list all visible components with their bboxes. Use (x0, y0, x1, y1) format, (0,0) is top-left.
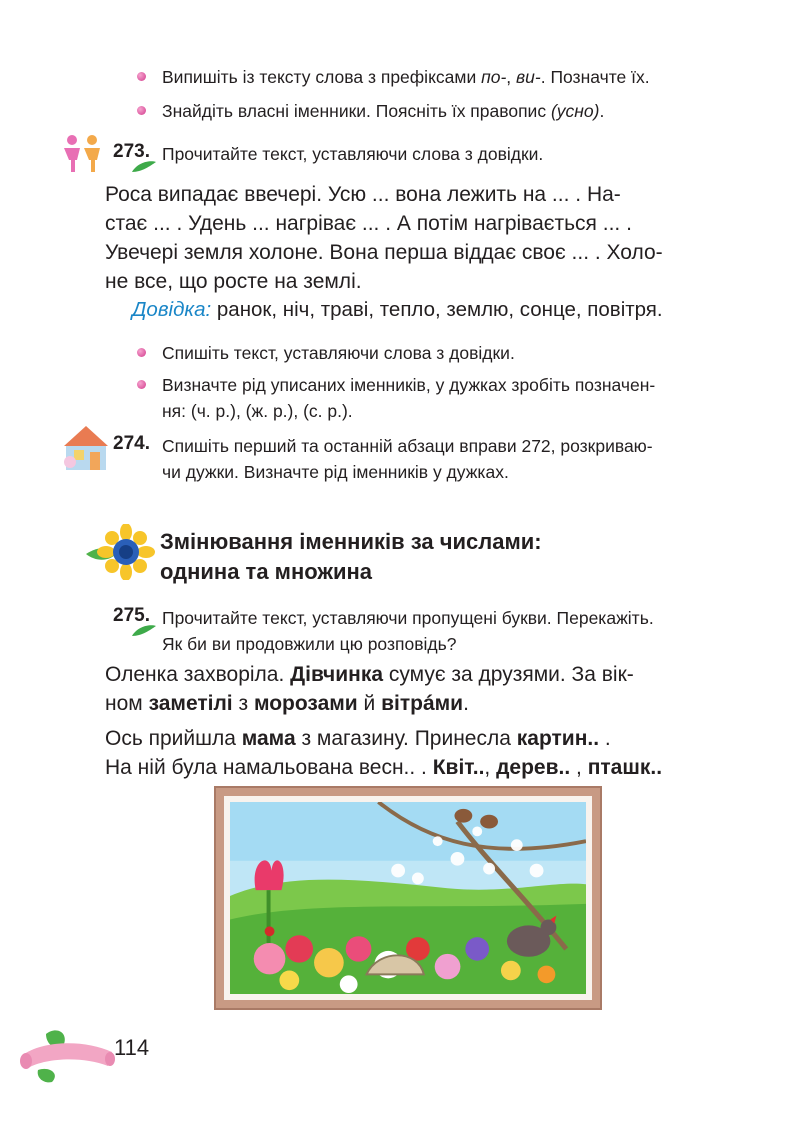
bold-word: заметілі (148, 692, 233, 715)
bullet-dot-icon (137, 72, 146, 81)
text-line: Оленка захворіла. Дівчинка сумує за друзями. За вік- (105, 663, 634, 686)
prefix-vy: ви- (516, 67, 541, 87)
leaf-icon (130, 624, 158, 638)
text-line: Роса випадає ввечері. Усю ... вона лежить на ... . На- (105, 183, 621, 206)
bullet-text: , (506, 67, 517, 87)
bullet-italic: (усно) (550, 101, 600, 121)
task-line: чи дужки. Визначте рід іменників у дужках. (162, 462, 509, 482)
pair-work-icon (58, 132, 108, 174)
bullet-text: . Позначте їх. (540, 67, 650, 87)
section-title-line: Змінювання іменників за числами: (160, 529, 542, 554)
section-title (160, 527, 542, 587)
bold-word: Дівчинка (290, 663, 384, 686)
spring-picture (224, 796, 592, 1000)
homework-house-icon (64, 422, 110, 472)
spring-picture-frame (214, 786, 602, 1010)
exercise-number-273: 273. (113, 141, 150, 162)
page-number: 114 (114, 1035, 150, 1060)
bold-word: мама (241, 727, 296, 750)
text-line: Увечері земля холоне. Вона перша віддає своє ... . Холо- (105, 241, 663, 264)
text-line: Ось прийшла мама з магазину. Принесла картин.. . (105, 727, 611, 750)
bullet-text: Спишіть текст, уставляючи слова з довідки. (162, 343, 515, 363)
bullet-dot-icon (137, 106, 146, 115)
ex273-bullet-1 (140, 340, 515, 366)
bold-word: картин.. (516, 727, 600, 750)
ex273-bullet-2 (140, 372, 655, 424)
reference-label: Довідка: (132, 298, 212, 321)
intro-bullet-1 (140, 64, 650, 90)
sunflower-icon (84, 524, 156, 580)
task-line: Прочитайте текст, уставляючи пропущені букви. Перекажіть. (162, 608, 654, 628)
exercise-number-275: 275. (113, 605, 150, 626)
bold-word: морозами (253, 692, 358, 715)
bullet-text: Знайдіть власні іменники. Поясніть їх правопис (162, 101, 551, 121)
task-line: Спишіть перший та останній абзаци вправи 272, розкриваю- (162, 436, 653, 456)
bullet-text: . (599, 101, 605, 121)
bullet-text: Випишіть із тексту слова з префіксами (162, 67, 482, 87)
exercise-number-274: 274. (113, 433, 150, 454)
bold-word: дерев.. (496, 756, 571, 779)
scroll-decoration-icon (16, 1026, 116, 1084)
leaf-icon (130, 160, 158, 174)
exercise-task-273: Прочитайте текст, уставляючи слова з довідки. (162, 144, 544, 164)
task-line: Як би ви продовжили цю розповідь? (162, 634, 457, 654)
reference-line (132, 298, 663, 322)
section-title-line: однина та множина (160, 559, 373, 584)
bullet-dot-icon (137, 380, 146, 389)
intro-bullet-2 (140, 98, 604, 124)
bullet-text: ня: (ч. р.), (ж. р.), (с. р.). (162, 401, 353, 421)
bold-word: Квіт.. (432, 756, 485, 779)
bullet-text: Визначте рід уписаних іменників, у дужках зробіть позначен- (162, 375, 656, 395)
prefix-po: по- (481, 67, 507, 87)
exercise-text-273 (105, 180, 725, 296)
exercise-task-274 (162, 433, 653, 485)
spring-scene-illustration (230, 802, 586, 994)
text-line: На ній була намальована весн.. . Квіт.., дерев.. , пташк.. (105, 756, 663, 779)
reference-words: ранок, ніч, траві, тепло, землю, сонце, повітря. (211, 298, 663, 321)
exercise-task-275 (162, 605, 654, 657)
text-line: стає ... . Удень ... нагріває ... . А потім нагрівається ... . (105, 212, 632, 235)
bold-word: пташк.. (587, 756, 663, 779)
bold-word: вітрáми (381, 692, 464, 715)
text-line: ном заметілі з морозами й вітрáми. (105, 692, 469, 715)
text-line: не все, що росте на землі. (105, 270, 362, 293)
bullet-dot-icon (137, 348, 146, 357)
exercise-text-275 (105, 660, 725, 782)
